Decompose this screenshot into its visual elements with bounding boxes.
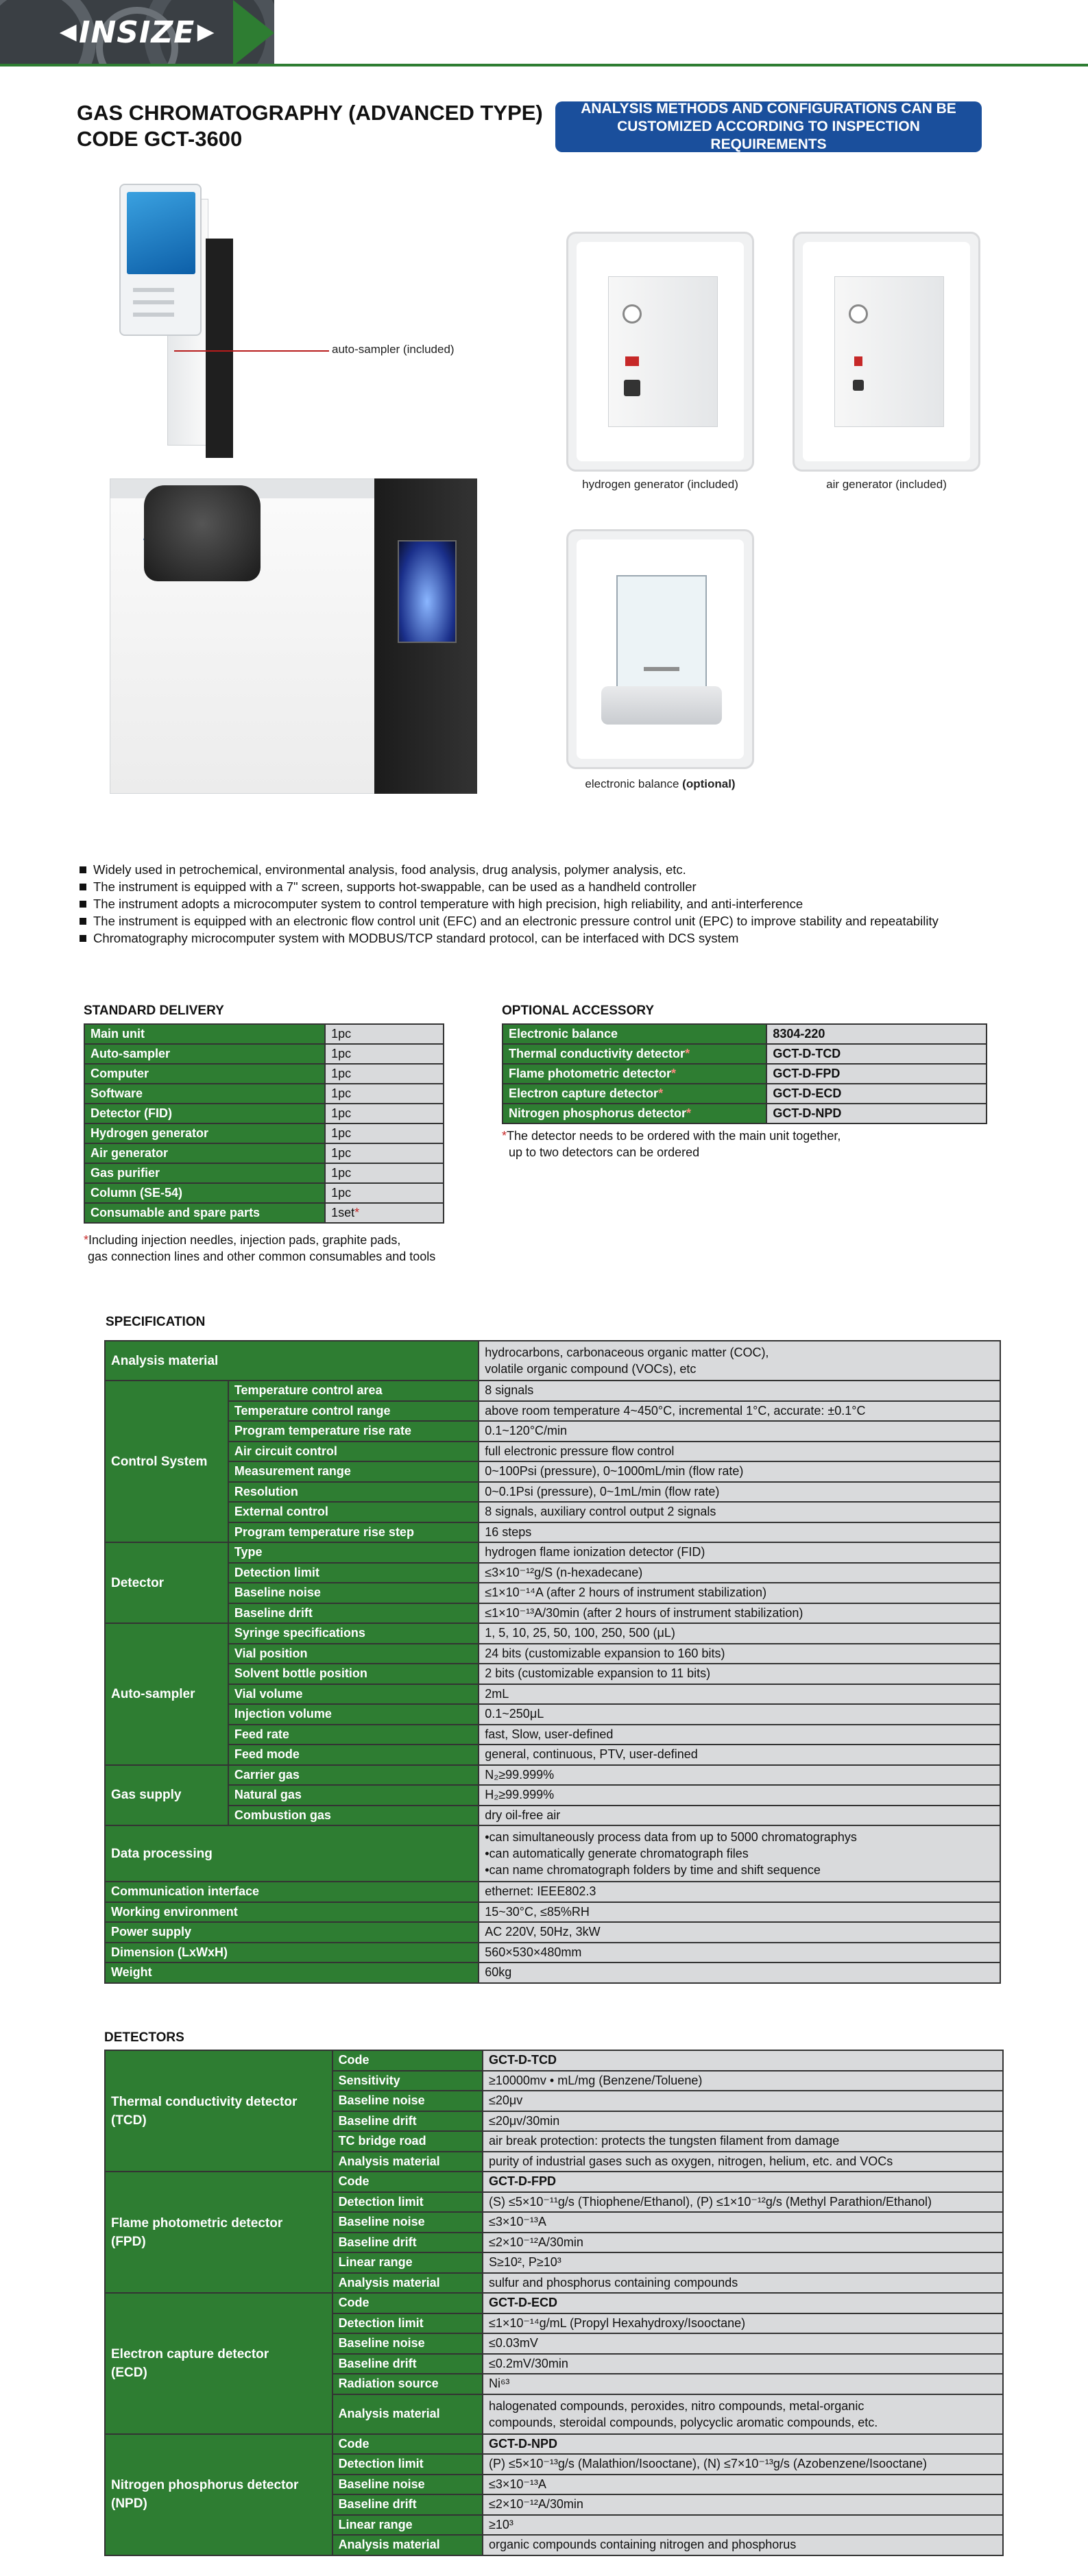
customization-banner: ANALYSIS METHODS AND CONFIGURATIONS CAN BE CUSTOMIZED ACCORDING TO INSPECTION REQUIREMENTS	[555, 101, 982, 152]
electronic-balance-caption: electronic balance (optional)	[585, 777, 736, 790]
page-title	[77, 100, 543, 152]
gas-chromatograph-image	[103, 184, 487, 801]
table-row: Detection limit ≤1×10⁻¹⁴g/mL (Propyl Hexahydroxy/Isooctane)	[105, 2313, 1003, 2334]
table-row: Detector (FID) 1pc	[84, 1104, 444, 1123]
table-row: Detector Type hydrogen flame ionization detector (FID)	[105, 1542, 1000, 1563]
sampler-turret	[144, 485, 261, 581]
list-item: Widely used in petrochemical, environmental analysis, food analysis, drug analysis, polymer analysis, etc.	[80, 861, 1067, 878]
control-panel	[374, 478, 477, 794]
table-row: Data processing •can simultaneously process data from up to 5000 chromatographys •can automatically generate chromatograph files •can name chromatograph folders by time and shift sequence	[105, 1825, 1000, 1882]
table-row: Baseline noise ≤20μv	[105, 2091, 1003, 2111]
table-row: Analysis material purity of industrial gases such as oxygen, nitrogen, helium, etc. and VOCs	[105, 2152, 1003, 2172]
table-row: Sensitivity ≥10000mv • mL/mg (Benzene/Toluene)	[105, 2071, 1003, 2091]
table-row: Flame photometric detector (FPD) Code GCT-D-FPD	[105, 2172, 1003, 2192]
table-row: Power supply AC 220V, 50Hz, 3kW	[105, 1922, 1000, 1943]
table-row: Nitrogen phosphorus detector (NPD) Code GCT-D-NPD	[105, 2434, 1003, 2455]
auto-sampler-callout: auto-sampler (included)	[332, 343, 455, 356]
feature-list	[80, 861, 1067, 947]
table-row: Consumable and spare parts 1set*	[84, 1203, 444, 1223]
table-row: Baseline noise ≤3×10⁻¹³A	[105, 2475, 1003, 2495]
detectors-table	[104, 2050, 1004, 2556]
table-row: Computer 1pc	[84, 1064, 444, 1084]
specification-title: SPECIFICATION	[106, 1315, 206, 1329]
table-row: Combustion gas dry oil-free air	[105, 1806, 1000, 1826]
balance-draft-shield	[616, 575, 707, 690]
brand-logo[interactable]	[60, 14, 213, 51]
table-row: Column (SE-54) 1pc	[84, 1183, 444, 1203]
table-row: Thermal conductivity detector (TCD) Code GCT-D-TCD	[105, 2050, 1003, 2071]
table-row: Measurement range 0~100Psi (pressure), 0~1000mL/min (flow rate)	[105, 1461, 1000, 1482]
table-row: Feed mode general, continuous, PTV, user-defined	[105, 1745, 1000, 1765]
table-row: Detection limit (P) ≤5×10⁻¹³g/s (Malathion/Isooctane), (N) ≤7×10⁻¹³g/s (Azobenzene/Isooctane)	[105, 2454, 1003, 2475]
display-window	[398, 540, 457, 643]
table-row: Auto-sampler 1pc	[84, 1044, 444, 1064]
table-row: Gas purifier 1pc	[84, 1163, 444, 1183]
table-row: Radiation source Ni⁶³	[105, 2374, 1003, 2394]
title-line-2: CODE GCT-3600	[77, 127, 243, 151]
table-row: Communication interface ethernet: IEEE802.3	[105, 1882, 1000, 1902]
page-header	[0, 0, 1088, 67]
hydrogen-generator-image	[608, 276, 718, 427]
optional-accessory-note: *The detector needs to be ordered with the main unit together, up to two detectors can be ordered	[502, 1129, 841, 1159]
table-row: Injection volume 0.1~250μL	[105, 1704, 1000, 1725]
table-row: Detection limit ≤3×10⁻¹²g/S (n-hexadecane)	[105, 1563, 1000, 1583]
standard-delivery-title: STANDARD DELIVERY	[84, 1004, 224, 1018]
table-row: Baseline noise ≤3×10⁻¹³A	[105, 2212, 1003, 2233]
header-accent	[233, 0, 274, 66]
balance-base	[601, 686, 722, 725]
arrow-left-icon: ◀	[60, 21, 77, 43]
table-row: Air generator 1pc	[84, 1143, 444, 1163]
title-line-1: GAS CHROMATOGRAPHY (ADVANCED TYPE)	[77, 101, 543, 125]
sampler-column	[206, 239, 233, 458]
table-row: Analysis material organic compounds containing nitrogen and phosphorus	[105, 2535, 1003, 2555]
detectors-title: DETECTORS	[104, 2030, 184, 2045]
table-row: Solvent bottle position 2 bits (customizable expansion to 11 bits)	[105, 1664, 1000, 1684]
list-item: Chromatography microcomputer system with MODBUS/TCP standard protocol, can be interfaced with DCS system	[80, 929, 1067, 947]
table-row: Detection limit (S) ≤5×10⁻¹¹g/s (Thiophene/Ethanol), (P) ≤1×10⁻¹²g/s (Methyl Parathion/Ethanol)	[105, 2192, 1003, 2213]
table-row: Thermal conductivity detector* GCT-D-TCD	[503, 1044, 987, 1064]
table-row: Baseline drift ≤1×10⁻¹³A/30min (after 2 hours of instrument stabilization)	[105, 1603, 1000, 1624]
table-row: Weight 60kg	[105, 1963, 1000, 1983]
air-generator-card	[793, 232, 980, 472]
table-row: Baseline noise ≤0.03mV	[105, 2333, 1003, 2354]
standard-delivery-table	[84, 1023, 444, 1224]
table-row: Linear range S≥10², P≥10³	[105, 2252, 1003, 2273]
table-row: Electron capture detector* GCT-D-ECD	[503, 1084, 987, 1104]
standard-delivery-note: *Including injection needles, injection pads, graphite pads, gas connection lines and other common consumables and tools	[84, 1233, 436, 1263]
table-row: Vial position 24 bits (customizable expansion to 160 bits)	[105, 1644, 1000, 1664]
table-row: Linear range ≥10³	[105, 2515, 1003, 2536]
list-item: The instrument adopts a microcomputer system to control temperature with high precision, high reliability, and anti-interference	[80, 895, 1067, 912]
table-row: Resolution 0~0.1Psi (pressure), 0~1mL/min (flow rate)	[105, 1482, 1000, 1503]
table-row: Gas supply Carrier gas N₂≥99.999%	[105, 1765, 1000, 1786]
table-row: Control System Temperature control area 8 signals	[105, 1381, 1000, 1401]
header-rule	[0, 64, 1088, 66]
table-row: Baseline drift ≤2×10⁻¹²A/30min	[105, 2494, 1003, 2515]
logo-text: INSIZE	[79, 14, 195, 50]
table-row: Working environment 15~30°C, ≤85%RH	[105, 1902, 1000, 1923]
table-row: Baseline drift ≤2×10⁻¹²A/30min	[105, 2233, 1003, 2253]
table-row: External control 8 signals, auxiliary control output 2 signals	[105, 1502, 1000, 1522]
table-row: Baseline noise ≤1×10⁻¹⁴A (after 2 hours of instrument stabilization)	[105, 1583, 1000, 1603]
table-row: Air circuit control full electronic pressure flow control	[105, 1442, 1000, 1462]
callout-leader	[174, 350, 329, 352]
table-row: TC bridge road air break protection: protects the tungsten filament from damage	[105, 2131, 1003, 2152]
table-row: Nitrogen phosphorus detector* GCT-D-NPD	[503, 1104, 987, 1123]
table-row: Hydrogen generator 1pc	[84, 1123, 444, 1143]
optional-accessory-title: OPTIONAL ACCESSORY	[502, 1004, 655, 1018]
hydrogen-generator-caption: hydrogen generator (included)	[582, 478, 738, 491]
table-row: Analysis material halogenated compounds, peroxides, nitro compounds, metal-organic compounds, steroidal compounds, polycyclic aromatic compounds, etc.	[105, 2394, 1003, 2434]
table-row: Temperature control range above room temperature 4~450°C, incremental 1°C, accurate: ±0.1°C	[105, 1401, 1000, 1422]
air-generator-caption: air generator (included)	[826, 478, 947, 491]
handheld-controller	[119, 184, 202, 336]
list-item: The instrument is equipped with a 7" screen, supports hot-swappable, can be used as a handheld controller	[80, 878, 1067, 895]
table-row: Analysis material hydrocarbons, carbonaceous organic matter (COC), volatile organic compound (VOCs), etc	[105, 1341, 1000, 1381]
table-row: Program temperature rise rate 0.1~120°C/min	[105, 1421, 1000, 1442]
hydrogen-generator-card	[566, 232, 754, 472]
table-row: Analysis material sulfur and phosphorus containing compounds	[105, 2273, 1003, 2294]
table-row: Dimension (LxWxH) 560×530×480mm	[105, 1943, 1000, 1963]
arrow-right-icon: ▶	[197, 21, 214, 43]
table-row: Electron capture detector (ECD) Code GCT-D-ECD	[105, 2293, 1003, 2313]
table-row: Flame photometric detector* GCT-D-FPD	[503, 1064, 987, 1084]
specification-table	[104, 1340, 1001, 1984]
list-item: The instrument is equipped with an electronic flow control unit (EFC) and an electronic pressure control unit (EPC) to improve stability and repeatability	[80, 912, 1067, 929]
table-row: Main unit 1pc	[84, 1024, 444, 1044]
table-row: Program temperature rise step 16 steps	[105, 1522, 1000, 1543]
table-row: Auto-sampler Syringe specifications 1, 5, 10, 25, 50, 100, 250, 500 (μL)	[105, 1623, 1000, 1644]
table-row: Feed rate fast, Slow, user-defined	[105, 1725, 1000, 1745]
electronic-balance-card	[566, 529, 754, 769]
table-row: Natural gas H₂≥99.999%	[105, 1785, 1000, 1806]
table-row: Software 1pc	[84, 1084, 444, 1104]
table-row: Electronic balance 8304-220	[503, 1024, 987, 1044]
table-row: Vial volume 2mL	[105, 1684, 1000, 1705]
table-row: Baseline drift ≤0.2mV/30min	[105, 2354, 1003, 2374]
table-row: Baseline drift ≤20μv/30min	[105, 2111, 1003, 2132]
optional-accessory-table	[502, 1023, 987, 1124]
air-generator-image	[834, 276, 944, 427]
